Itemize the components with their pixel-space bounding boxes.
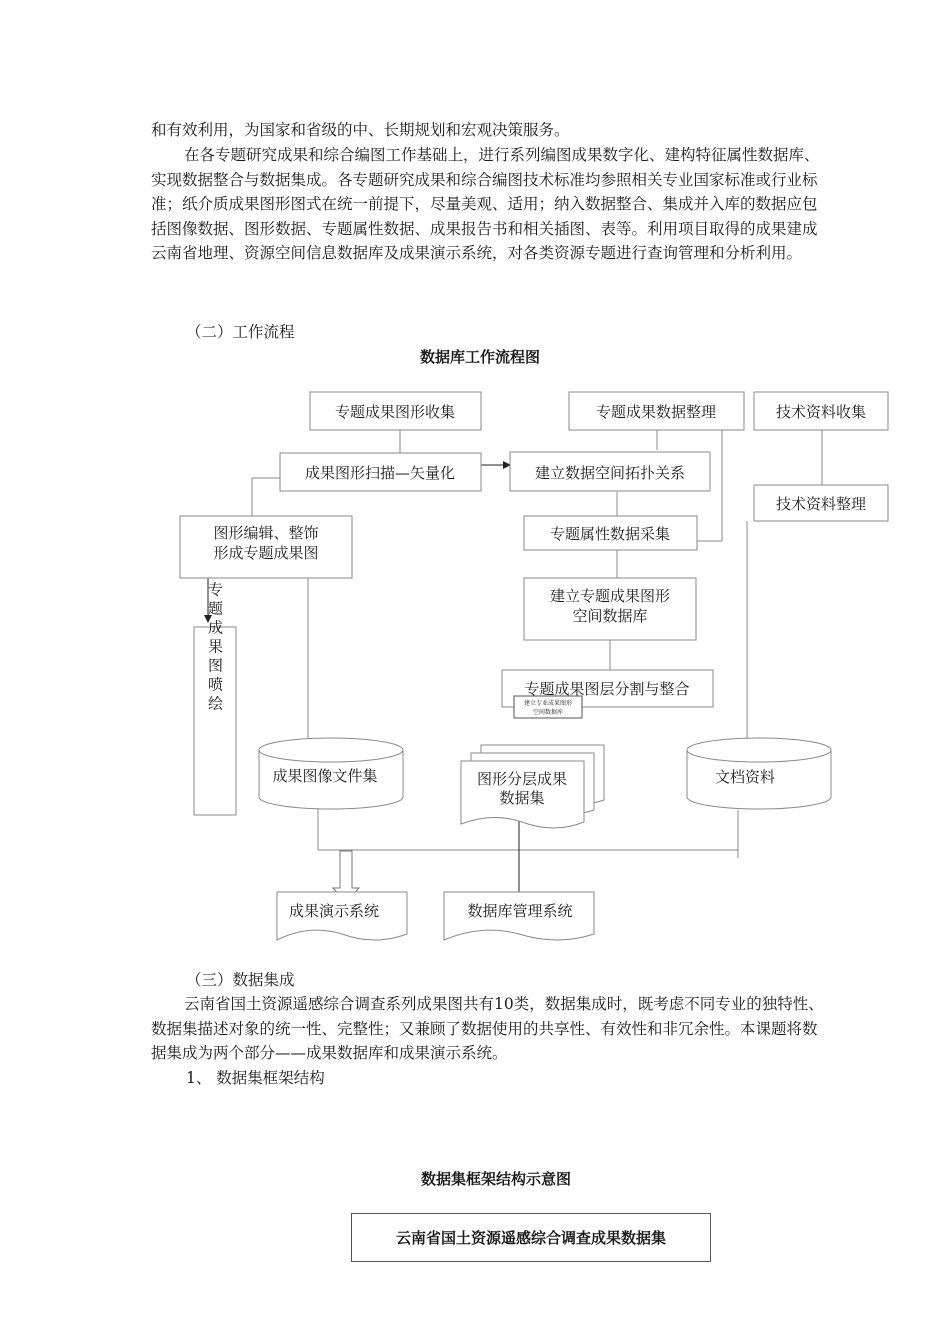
scan-vectorize-label: 成果图形扫描—矢量化 — [304, 464, 456, 482]
data-organize-label: 专题成果数据整理 — [595, 403, 717, 421]
tech-collect-label: 技术资料收集 — [775, 403, 867, 421]
graphic-collect-label: 专题成果图形收集 — [334, 403, 456, 421]
db-mgmt-label: 数据库管理系统 — [467, 902, 573, 920]
framework-title: 数据集框架结构示意图 — [421, 1170, 572, 1188]
spatial-db-label-line2: 空间数据库 — [572, 607, 648, 625]
list-item-framework: 1、 数据集框架结构 — [186, 1069, 325, 1087]
attr-collect-label: 专题属性数据采集 — [549, 525, 671, 543]
layer-set-label-line1: 图形分层成果 — [476, 770, 568, 788]
spatial-db-label-line1: 建立专题成果图形 — [549, 587, 671, 605]
small-label-line1: 建立专业成果图形 — [523, 700, 573, 707]
tech-organize-label: 技术资料整理 — [775, 495, 867, 513]
small-label-line2: 空间数据库 — [532, 709, 564, 716]
flowchart-title: 数据库工作流程图 — [420, 348, 541, 366]
integration-paragraph: 云南省国土资源遥感综合调查系列成果图共有10类，数据集成时，既考虑不同专业的独特性、数据集描述对象的统一性、完整性；又兼顾了数据使用的共享性、有效性和非冗余性。本课题将数据集成为两个部分——成果数据库和成果演示系统。 — [151, 995, 824, 1062]
framework-top-box: 云南省国土资源遥感综合调查成果数据集 — [351, 1213, 711, 1262]
demo-system-label: 成果演示系统 — [288, 902, 380, 920]
section-heading-integration: （三）数据集成 — [186, 971, 295, 989]
documents-label: 文档资料 — [714, 768, 776, 786]
edit-label-line1: 图形编辑、整饰 — [213, 524, 319, 542]
layer-split-label: 专题成果图层分割与整合 — [524, 680, 690, 698]
print-label: 专题成果图喷绘 — [206, 581, 224, 715]
image-set-label: 成果图像文件集 — [272, 767, 378, 785]
intro-paragraph: 在各专题研究成果和综合编图工作基础上，进行系列编图成果数字化、建构特征属性数据库、实现数据整合与数据集成。各专题研究成果和综合编图技术标准均参照相关专业国家标准或行业标准；纸介质成果图形图式在统一前提下，尽量美观、适用；纳入数据整合、集成并入库的数据应包括图像数据、图形数据、专题属性数据、成果报告书和相关插图、表等。利用项目取得的成果建成云南省地理、资源空间信息数据库及成果演示系统，对各类资源专题进行查询管理和分析利用。 — [151, 146, 820, 262]
layer-set-label-line2: 数据集 — [499, 789, 545, 807]
intro-continuation: 和有效利用，为国家和省级的中、长期规划和宏观决策服务。 — [151, 121, 570, 139]
topology-label: 建立数据空间拓扑关系 — [534, 464, 686, 482]
edit-label-line2: 形成专题成果图 — [213, 544, 319, 562]
section-heading-workflow: （二）工作流程 — [186, 323, 295, 341]
